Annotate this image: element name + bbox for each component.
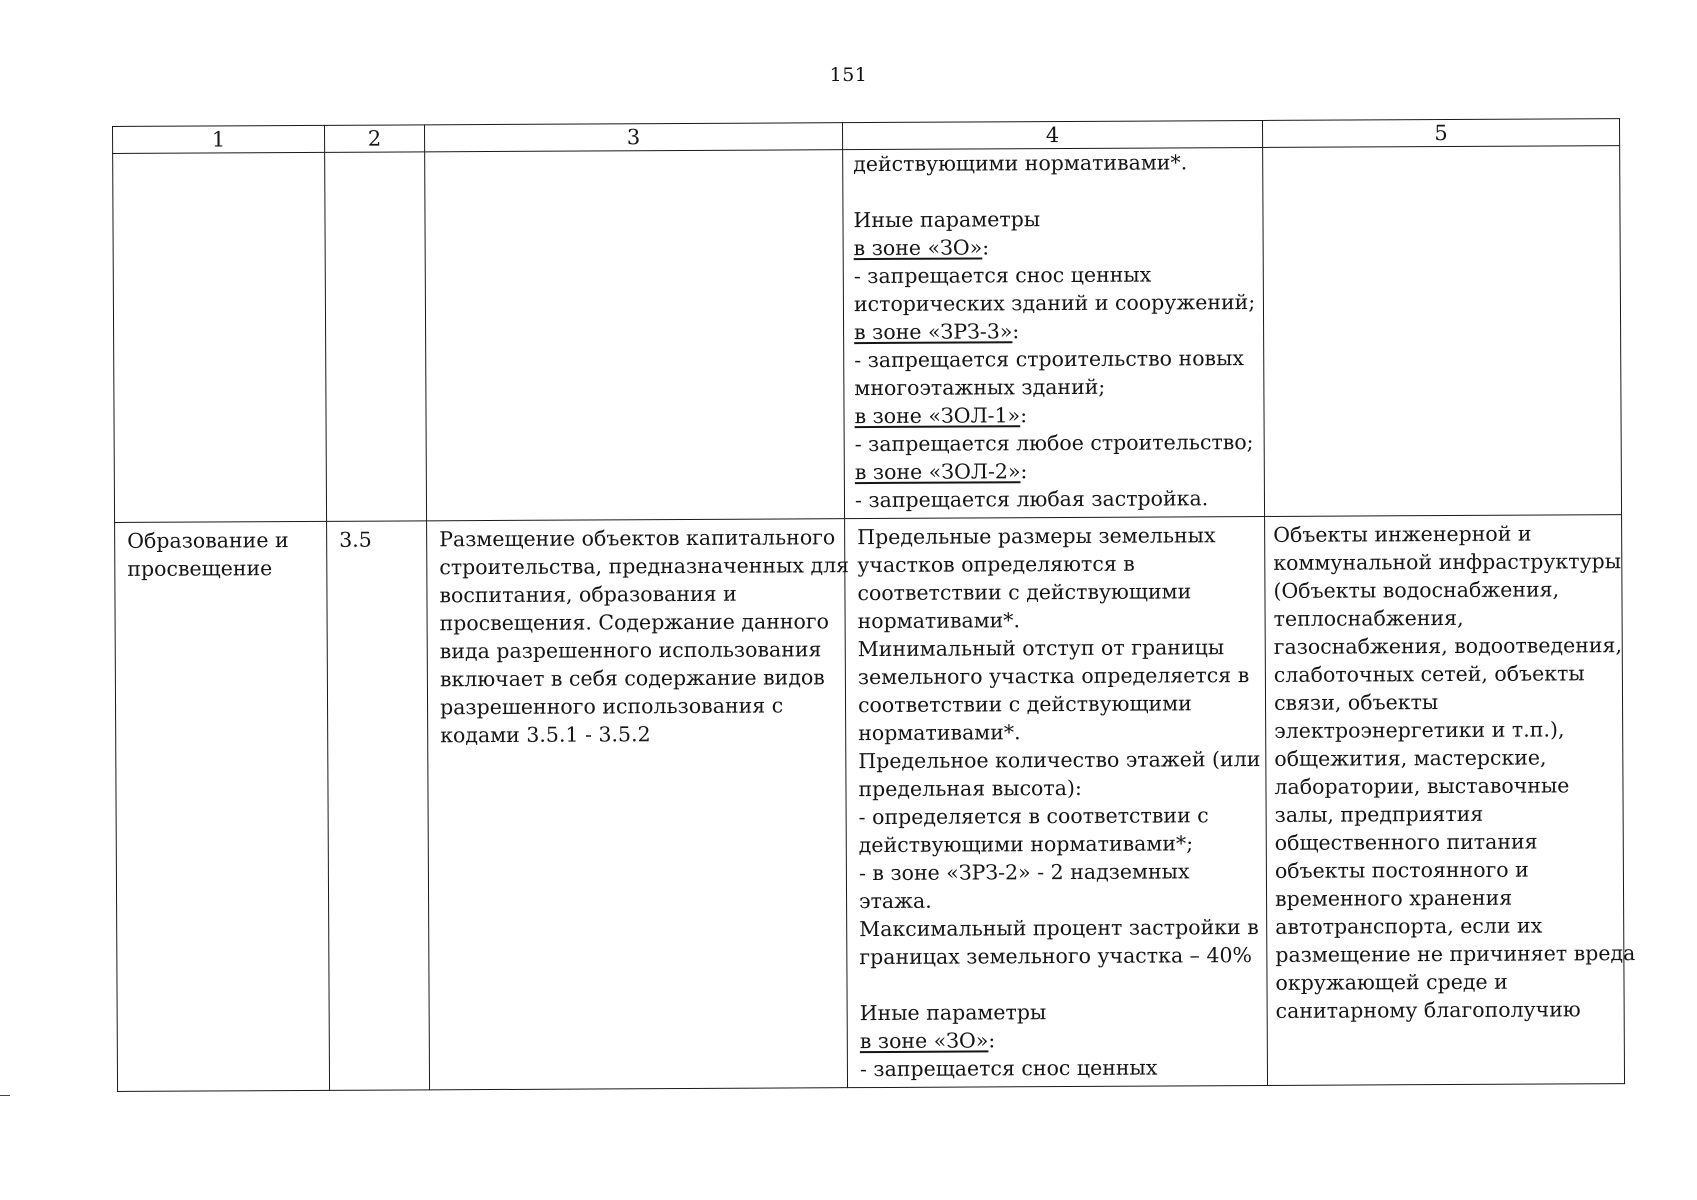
text-line xyxy=(859,857,1260,887)
line-text: (Объекты водоснабжения, xyxy=(1273,577,1560,603)
header-col-2: 2 xyxy=(324,125,424,153)
line-text: слаботочных сетей, объекты xyxy=(1273,661,1585,687)
line-text: участков определяются в xyxy=(857,551,1135,578)
text-line xyxy=(859,941,1260,971)
line-text: соответствии с действующими xyxy=(857,691,1192,718)
line-text: - запрещается любая застройка. xyxy=(854,486,1209,513)
line-text: Предельные размеры земельных xyxy=(857,523,1216,550)
line-text: Объекты инженерной и xyxy=(1273,521,1532,547)
cell-auxiliary-uses xyxy=(1265,515,1636,1086)
page-number: 151 xyxy=(829,64,868,86)
text-line xyxy=(1275,799,1617,829)
text-line xyxy=(858,661,1259,691)
cell-code xyxy=(327,521,430,1091)
line-text: залы, предприятия xyxy=(1274,801,1484,827)
line-suffix: : xyxy=(988,1028,996,1053)
line-text: разрешенного использования с xyxy=(439,693,784,720)
cell-description xyxy=(427,519,848,1090)
line-text: связи, объекты xyxy=(1273,690,1439,715)
text-line xyxy=(127,554,320,583)
text-line xyxy=(857,521,1258,551)
text-line xyxy=(858,605,1259,635)
auxiliary-uses-text xyxy=(1273,519,1636,1025)
text-line xyxy=(1275,883,1617,913)
text-line xyxy=(1275,855,1617,885)
blank-line xyxy=(853,176,1256,206)
line-text: Максимальный процент застройки в xyxy=(859,915,1259,942)
regulations-table xyxy=(112,118,1636,1092)
text-line xyxy=(858,717,1259,747)
line-text: Минимальный отступ от границы xyxy=(857,635,1225,662)
line-text: исторических зданий и сооружений; xyxy=(853,290,1256,317)
text-line xyxy=(859,885,1260,915)
line-text: действующими нормативами*. xyxy=(853,150,1188,177)
text-line xyxy=(440,719,839,749)
activity-code: 3.5 xyxy=(339,527,372,552)
text-line xyxy=(854,288,1257,318)
line-text: лаборатории, выставочные xyxy=(1274,773,1570,799)
text-line xyxy=(1274,715,1616,745)
text-line xyxy=(1275,939,1636,969)
text-line xyxy=(860,997,1261,1027)
text-line xyxy=(1273,631,1623,661)
text-line xyxy=(1276,995,1618,1025)
text-line xyxy=(854,344,1257,374)
text-line xyxy=(853,148,1256,178)
line-suffix: : xyxy=(982,235,990,260)
line-text: нормативами*. xyxy=(858,720,1021,746)
cell-parameters xyxy=(845,516,1268,1087)
zone-label: в зоне «ЗО» xyxy=(853,235,983,261)
line-text: теплоснабжения, xyxy=(1273,605,1464,631)
text-line xyxy=(1275,827,1617,857)
cell-activity-name-empty xyxy=(113,152,327,522)
text-line xyxy=(1273,547,1622,577)
description-text xyxy=(439,523,850,749)
text-line xyxy=(855,484,1258,514)
line-text: соответствии с действующими xyxy=(857,579,1192,606)
line-text: коммунальной инфраструктуры xyxy=(1273,549,1622,575)
text-line xyxy=(860,1025,1261,1055)
text-line xyxy=(440,691,839,721)
line-text: действующими нормативами*; xyxy=(858,831,1194,858)
line-text: нормативами*. xyxy=(857,608,1021,634)
text-line xyxy=(439,551,850,581)
text-line xyxy=(440,607,839,637)
line-text: границах земельного участка – 40% xyxy=(859,943,1253,970)
text-line xyxy=(1273,575,1615,605)
text-line xyxy=(1275,967,1617,997)
text-line xyxy=(857,577,1258,607)
text-line xyxy=(858,633,1259,663)
activity-name-text xyxy=(127,526,320,583)
line-text: строительства, предназначенных для xyxy=(439,553,850,580)
text-line xyxy=(858,689,1259,719)
line-text: общественного питания xyxy=(1274,829,1538,855)
line-text: - в зоне «ЗРЗ-2» - 2 надземных xyxy=(858,859,1190,886)
line-text: размещение не причиняет вреда xyxy=(1275,941,1636,967)
line-text: просвещение xyxy=(127,556,273,581)
line-text: вида разрешенного использования xyxy=(439,637,822,664)
zone-label: в зоне «ЗО» xyxy=(859,1028,989,1054)
text-line xyxy=(1274,687,1616,717)
text-line xyxy=(853,204,1256,234)
line-text: просвещения. Содержание данного xyxy=(439,609,829,636)
text-line xyxy=(860,1053,1261,1083)
text-line xyxy=(859,913,1260,943)
line-suffix: : xyxy=(1012,319,1020,344)
line-suffix: : xyxy=(1020,403,1028,428)
line-text: многоэтажных зданий; xyxy=(854,374,1106,401)
table-row-education xyxy=(115,515,1625,1092)
parameters-text xyxy=(853,148,1258,514)
line-text: включает в себя содержание видов xyxy=(439,665,825,692)
scan-edge-mark xyxy=(0,1095,10,1096)
zone-label: в зоне «ЗОЛ-2» xyxy=(854,459,1021,485)
header-col-1: 1 xyxy=(113,125,325,153)
line-text: Образование и xyxy=(127,528,289,553)
zone-label: в зоне «ЗРЗ-3» xyxy=(854,319,1013,345)
line-text: объекты постоянного и xyxy=(1274,857,1529,883)
text-line xyxy=(857,549,1258,579)
header-col-5: 5 xyxy=(1262,119,1619,148)
text-line xyxy=(1274,603,1616,633)
cell-activity-name xyxy=(115,521,330,1091)
text-line xyxy=(859,801,1260,831)
line-text: - определяется в соответствии с xyxy=(858,803,1209,830)
line-text: земельного участка определяется в xyxy=(857,663,1250,690)
line-text: - запрещается снос ценных xyxy=(859,1055,1158,1082)
text-line xyxy=(127,526,320,555)
cell-code-empty xyxy=(325,152,427,522)
text-line xyxy=(854,260,1257,290)
text-line xyxy=(439,523,838,553)
blank-line xyxy=(859,969,1260,999)
line-text: - запрещается строительство новых xyxy=(854,346,1244,373)
text-line xyxy=(1273,519,1615,549)
line-text: автотранспорта, если их xyxy=(1275,913,1543,939)
line-text: санитарному благополучию xyxy=(1275,997,1581,1023)
text-line xyxy=(855,428,1258,458)
text-line xyxy=(1275,911,1617,941)
text-line xyxy=(440,635,839,665)
line-text: Иные параметры xyxy=(859,1000,1047,1026)
text-line xyxy=(855,456,1258,486)
line-text: временного хранения xyxy=(1275,885,1513,911)
text-line xyxy=(439,579,838,609)
line-text: общежития, мастерские, xyxy=(1274,745,1547,771)
text-line xyxy=(1274,743,1616,773)
line-text: Предельное количество этажей (или xyxy=(858,746,1261,774)
table-row-continuation xyxy=(113,146,1622,523)
line-text: - запрещается любое строительство; xyxy=(854,430,1254,457)
parameters-text xyxy=(857,521,1261,1083)
line-text: Иные параметры xyxy=(853,207,1041,233)
line-text: Размещение объектов капитального xyxy=(439,525,836,552)
text-line xyxy=(859,829,1260,859)
cell-auxiliary-empty xyxy=(1263,146,1622,517)
line-text: - запрещается снос ценных xyxy=(853,262,1152,289)
text-line xyxy=(858,745,1259,775)
cell-parameters-continued xyxy=(843,147,1265,518)
line-text: предельная высота): xyxy=(858,775,1082,802)
text-line xyxy=(854,372,1257,402)
text-line xyxy=(440,663,839,693)
text-line xyxy=(854,316,1257,346)
line-text: воспитания, образования и xyxy=(439,581,737,608)
text-line xyxy=(854,232,1257,262)
line-suffix: : xyxy=(1020,459,1028,484)
header-col-3: 3 xyxy=(424,123,842,152)
zone-label: в зоне «ЗОЛ-1» xyxy=(854,403,1021,429)
cell-description-empty xyxy=(425,150,845,521)
header-col-4: 4 xyxy=(842,120,1262,149)
line-text: этажа. xyxy=(859,888,932,914)
line-text: электроэнергетики и т.п.), xyxy=(1274,717,1565,743)
line-text: кодами 3.5.1 - 3.5.2 xyxy=(440,722,651,748)
text-line xyxy=(854,400,1257,430)
line-text: газоснабжения, водоотведения, xyxy=(1273,633,1623,659)
line-text: окружающей среде и xyxy=(1275,969,1508,995)
text-line xyxy=(858,773,1259,803)
text-line xyxy=(1274,659,1616,689)
text-line xyxy=(1274,771,1616,801)
